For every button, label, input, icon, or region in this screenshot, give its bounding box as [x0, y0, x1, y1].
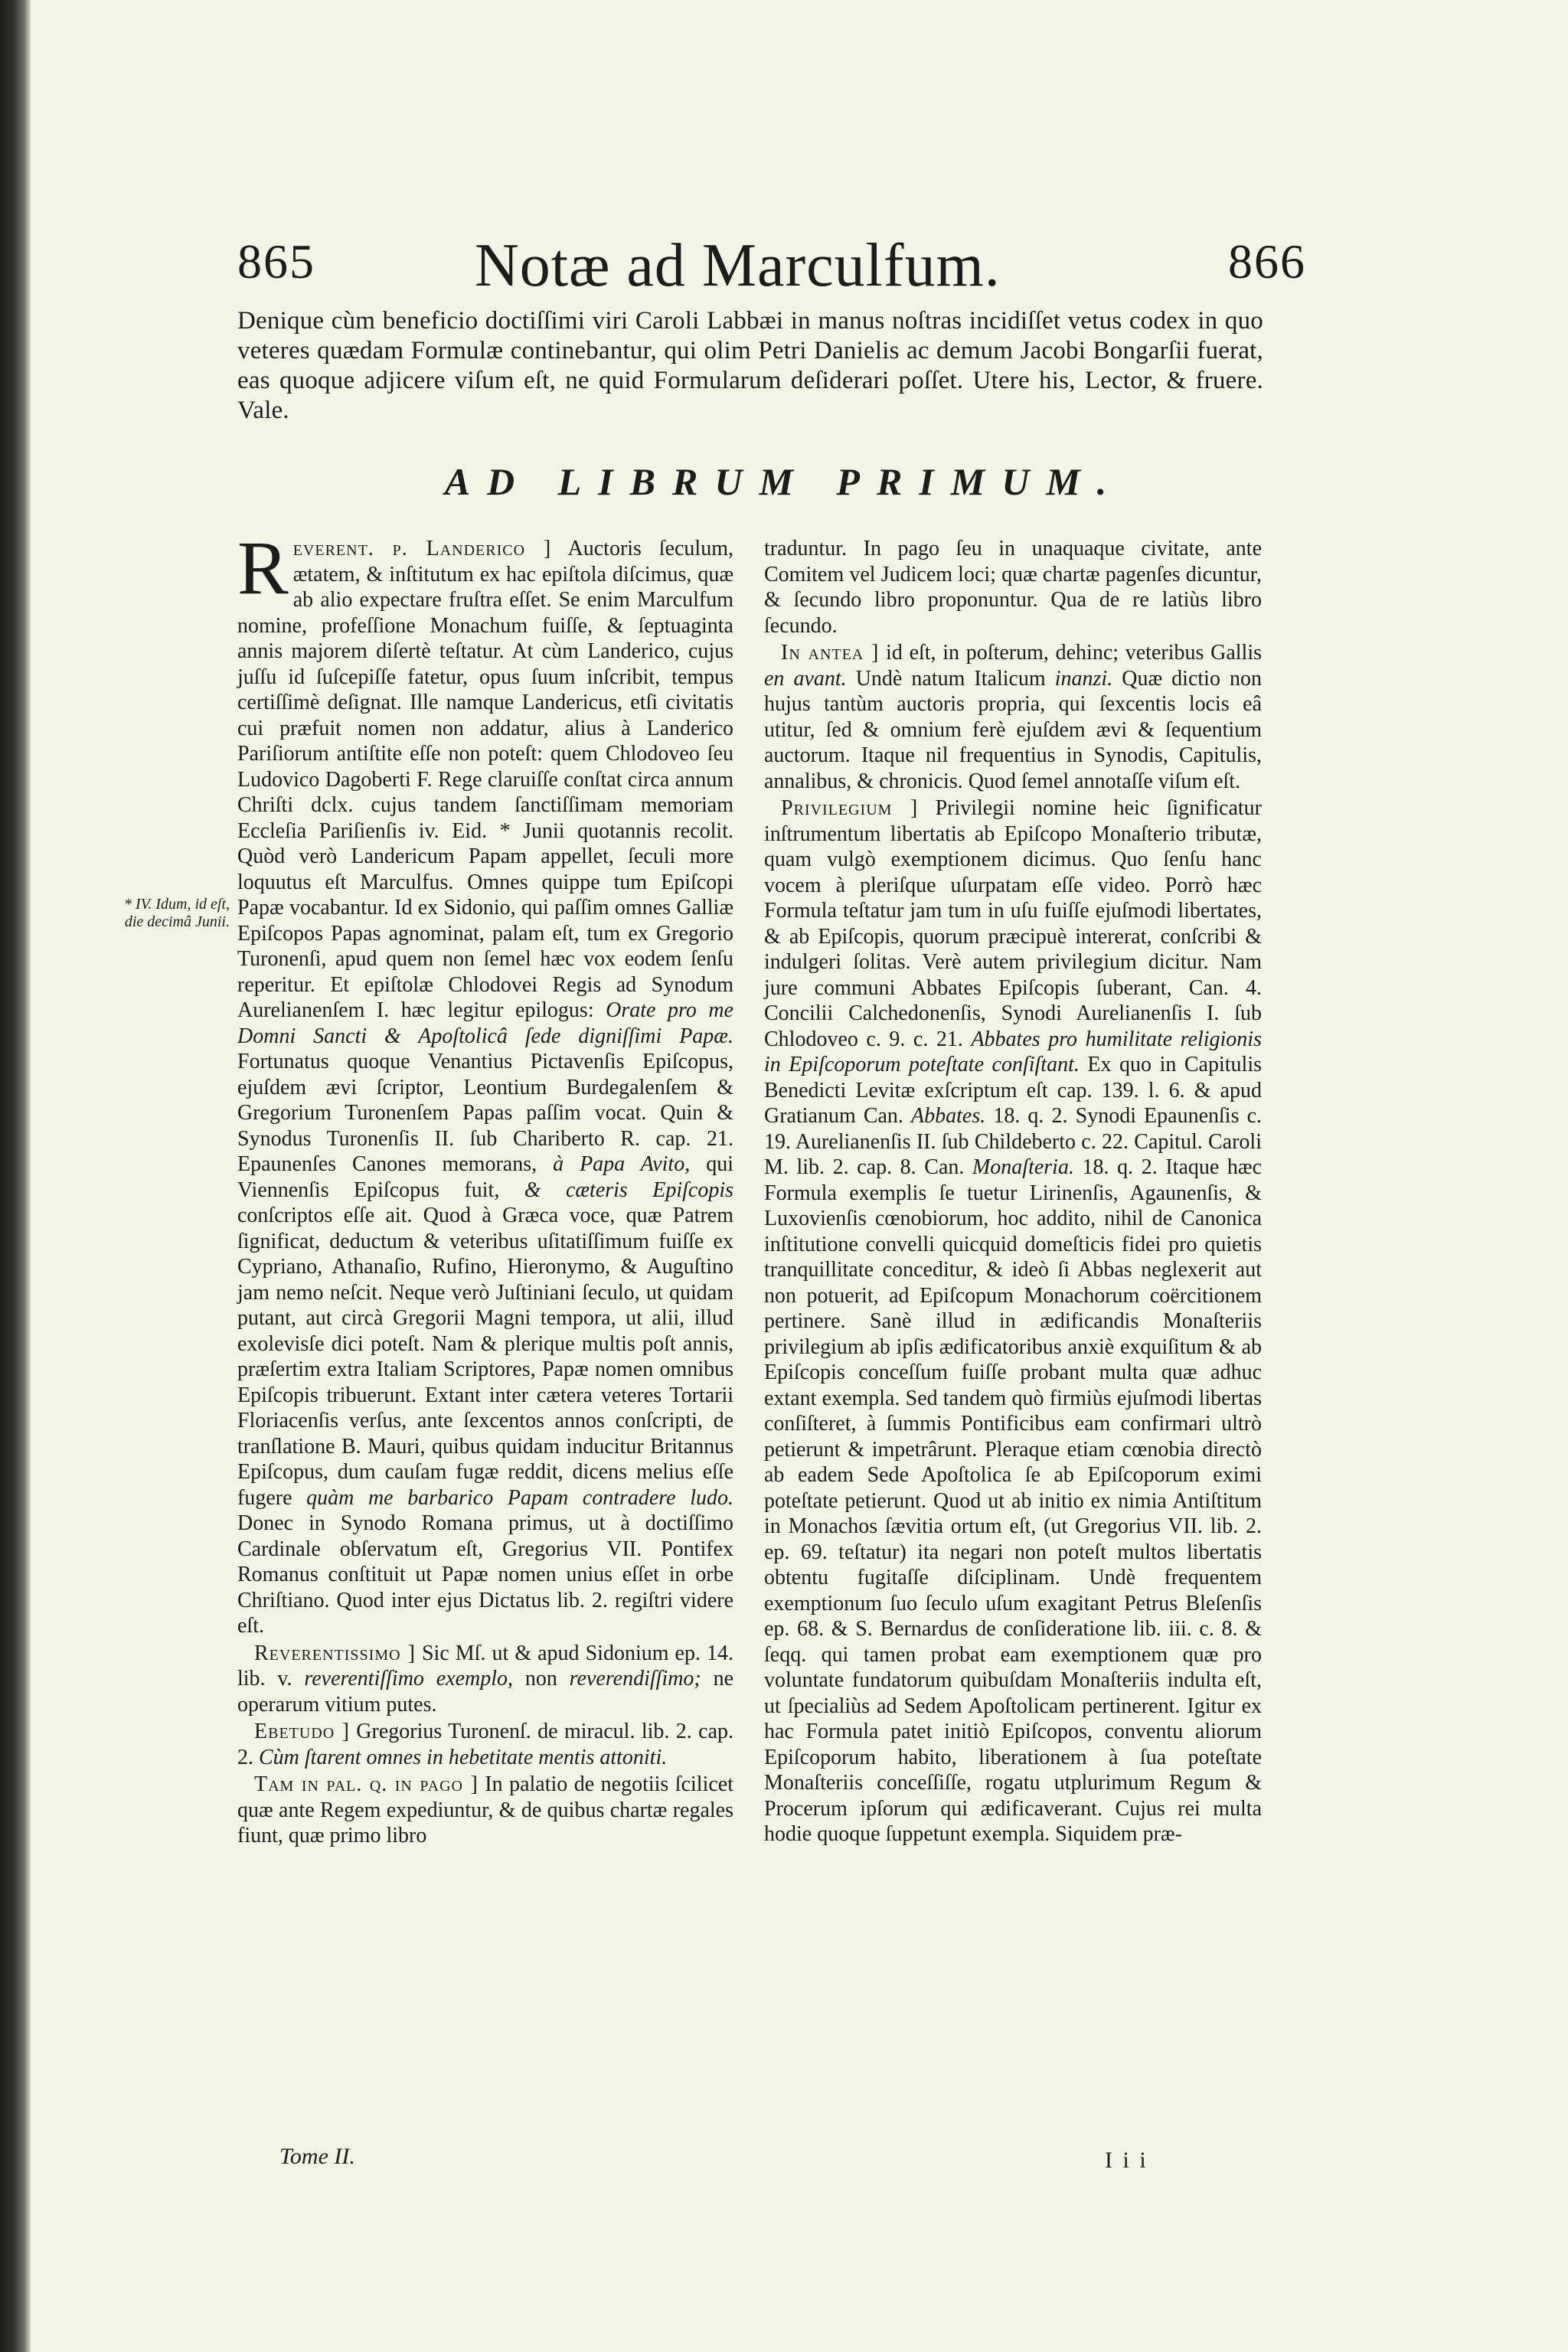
quotation: inanzi.: [1054, 666, 1113, 691]
note-text: Quæ dictio non hujus tantùm auctoris propria, qui ſexcentis locis eâ utitur, ſed & omnium ferè ejuſdem ævi & ſequentium auctorum. Itaque nil frequentius in Synodis, Capitulis, annalibus, & chronicis. Quod ſemel annotaſſe viſum eſt.: [764, 666, 1262, 793]
page-binding-edge: [0, 0, 31, 2352]
note-text: non: [513, 1667, 570, 1690]
note-privilegium: [764, 795, 1262, 1847]
note-in-antea: [764, 640, 1262, 794]
volume-label: Tome II.: [279, 2144, 355, 2169]
lemma: everent. p. Landerico ]: [292, 537, 552, 560]
note-ebetudo: [237, 1719, 733, 1770]
note-text: conſcriptos eſſe ait. Quod à Græca voce, quæ Patrem ſignificat, deductum & veteribus uſitatiſſimum fuiſſe ex Cypriano, Athanaſio, Rufino, Hieronymo, & Auguſtino jam nemo neſcit. Neque verò Juſtiniani ſeculo, ut quidam putant, aut circà Gregorii Magni tempora, ut alii, illud exolevisſe dici poteſt. Nam & plerique multis poſt annis, præſertim extra Italiam Scriptores, Papæ nomen omnibus Epiſcopis tribuerunt. Extant inter cætera veteres Tortarii Floriacenſis verſus, ante ſexcentos annos conſcripti, de tranſlatione B. Mauri, quibus quidam inducitur Britannus Epiſcopus, dum cauſam fugæ reddit, dicens melius eſſe fugere: [237, 1204, 733, 1510]
lemma: Tam in pal. q. in pago ]: [254, 1772, 479, 1796]
quotation: Monaſteria.: [972, 1155, 1074, 1179]
note-text: ne operarum vitium putes.: [237, 1667, 734, 1717]
note-text: Auctoris ſeculum, ætatem, & inſtitutum ex hac epiſtola diſcimus, quæ ab alio expectare fruſtra eſſet. Se enim Marculfum nomine, profeſſione Monachum fuiſſe, & ſeptuaginta annis majorem diſertè teſtatur. At cùm Landerico, cujus juſſu id ſuſcepiſſe fatetur, opus ſuum inſcribit, tempus certiſſimè deſignat. Ille namque Landericus, etſi civitatis cui præfuit nomen non addatur, alius à Landerico Pariſiorum antiſtite eſſe non poteſt: quem Chlodoveo ſeu Ludovico Dagoberti F. Rege claruiſſe conſtat circa annum Chriſti dclx. cujus tandem ſanctiſſimam memoriam Eccleſia Pariſienſis iv. Eid. * Junii quotannis recolit. Quòd verò Landericum Papam appellet, ſeculi more loquutus eſt Marculfus. Omnes quippe tum Epiſcopi Papæ vocabantur. Id ex Sidonio, qui paſſim omnes Galliæ Epiſcopos Papas agnominat, palam eſt, tum ex Gregorio Turonenſi, apud quem non ſemel hæc vox eodem ſenſu reperitur. Et epiſtolæ Chlodovei Regis ad Synodum Aurelianenſem I. hæc legitur epilogus:: [237, 537, 733, 1022]
note-reverent: [237, 525, 734, 1639]
lemma: Ebetudo ]: [254, 1720, 350, 1743]
margin-note: * IV. Idum, id eſt, die decimâ Junii.: [124, 896, 230, 930]
quotation: à Papa Avito,: [553, 1152, 691, 1176]
lemma: Privilegium ]: [781, 796, 919, 820]
lemma: In antea ]: [781, 641, 880, 665]
quotation: Abbates pro humilitate religionis in Epiſcoporum poteſtate conſiſtant.: [764, 1027, 1262, 1076]
note-reverentissimo: [237, 1641, 733, 1718]
quotation: Cùm ſtarent omnes in hebetitate mentis attoniti.: [259, 1745, 668, 1769]
note-text: Sic Mſ. ut & apud Sidonium ep. 14. lib. v.: [237, 1641, 734, 1690]
note-text: In palatio de negotiis ſcilicet quæ ante Regem expediuntur, & de quibus chartæ regales fiunt, quæ primo libro: [237, 1772, 733, 1847]
quotation: & cæteris Epiſcopis: [524, 1178, 734, 1202]
note-text: Fortunatus quoque Venantius Pictavenſis Epiſcopus, ejuſdem ævi ſcriptor, Leontium Burdegalenſem & Gregorium Turonenſem Papas paſſim vocat. Quin & Synodus Turonenſis II. ſub Chariberto R. cap. 21. Epaunenſes Canones memorans,: [237, 1050, 733, 1176]
quotation: quàm me barbarico Papam contradere ludo.: [306, 1485, 733, 1510]
preface-paragraph: Denique cùm beneficio doctiſſimi viri Caroli Labbæi in manus noſtras incidiſſet vetus codex in quo veteres quædam Formulæ continebantur, qui olim Petri Danielis ac demum Jacobi Bongarſii fuerat, eas quoque adjicere viſum eſt, ne quid Formularum deſiderari poſſet. Utere his, Lector, & fruere. Vale.: [237, 307, 1263, 424]
section-heading: AD LIBRUM PRIMUM.: [444, 460, 1124, 503]
signature-mark: I i i: [1105, 2148, 1148, 2173]
note-tam-in-pal: [237, 1772, 733, 1849]
note-text: Donec in Synodo Romana primus, ut à doctiſſimo Cardinale obſervatum eſt, Gregorius VII. Pontifex Romanus conſtituit ut Papæ nomen unius eſſet in orbe Chriſtiano. Quod inter ejus Dictatus lib. 2. regiſtri videre eſt.: [237, 1511, 733, 1638]
page-number-left: 865: [237, 234, 315, 289]
note-text: id eſt, in poſterum, dehinc; veteribus Gallis: [879, 641, 1262, 665]
note-text: Gregorius Turonenſ. de miracul. lib. 2. cap. 2.: [237, 1720, 733, 1769]
note-continuation: traduntur. In pago ſeu in unaquaque civitate, ante Comitem vel Judicem loci; quæ chartæ pagenſes dicuntur, & ſecundo libro proponuntur. Qua de re latiùs libro ſecundo.: [764, 537, 1262, 638]
quotation: Abbates.: [911, 1104, 986, 1128]
quotation: reverendiſſimo;: [569, 1667, 701, 1690]
quotation: en avant.: [764, 666, 847, 691]
note-text: Privilegii nomine heic ſignificatur inſtrumentum libertatis ab Epiſcopo Monaſterio tributæ, quam vulgò exemptionem dicimus. Quo ſenſu hanc vocem à pleriſque uſurpatam eſſe video. Porrò hæc Formula teſtatur jam tum in uſu fuiſſe ejuſmodi libertates, & ab Epiſcopis, quorum præcipuè intererat, conſcribi & indulgeri ſolitas. Verè autem privilegium dicitur. Nam jure communi Abbates Epiſcopis ſuberant, Can. 4. Concilii Calchedonenſis, Synodi Aurelianenſis I. ſub Chlodoveo c. 9. c. 21.: [764, 796, 1263, 1051]
drop-cap: R: [237, 525, 289, 610]
note-text: qui Viennenſis Epiſcopus fuit,: [237, 1152, 733, 1202]
quotation: Orate pro me Domni Sancti & Apoſtolicâ ſede digniſſimi Papæ.: [237, 998, 733, 1048]
quotation: reverentiſſimo exemplo,: [304, 1667, 514, 1690]
note-text: 18. q. 2. Itaque hæc Formula exemplis ſe tuetur Lirinenſis, Agaunenſis, & Luxovienſis cœnobiorum, hoc addito, nihil de Canonica inſtitutione convelli quicquid domeſticis fidei pro quietis tranquillitate conceditur, & ideò ſi Abbas neglexerit aut non potuerit, ad Epiſcopum Monachorum coërcitionem pertinere. Sanè illud in ædificandis Monaſteriis privilegium ab ipſis ædificatoribus anxiè exquiſitum & ab Epiſcopis conceſſum fuiſſe probant multa quæ adhuc extant exempla. Sed tandem quò firmiùs ejuſmodi libertas conſiſteret, à ſummis Pontificibus eam confirmari ultrò petierunt & impetrârunt. Pleraque etiam cœnobia directò ab eadem Sede Apoſtolica ſe ab Epiſcoporum eximi poteſtate petierunt. Quod ut ab initio ex nimia Antiſtitum in Monachos ſævitia ortum eſt, (ut Gregorius VII. lib. 2. ep. 69. teſtatur) ita negari non poteſt multos libertatis obtentu fugitaſſe diſciplinam. Undè frequentem exemptionum ſuo ſeculo uſum exagitant Petrus Bleſenſis ep. 68. & S. Bernardus de conſideratione lib. iii. c. 8. & ſeqq. qui tamen probat eam exemptionem quæ pro voluntate fundatorum quibuſdam Monaſteriis indulta eſt, ut ſpecialiùs ad Sedem Apoſtolicam pertinerent. Igitur ex hac Formula patet initiò Epiſcopos, conventu aliorum Epiſcoporum habito, liberationem à ſua poteſtate Monaſteriis conceſſiſſe, rogatu utplurimum Regum & Procerum ipſorum qui ædificaverant. Cujus rei multa hodie quoque ſuppetunt exempla. Siquidem præ-: [764, 1155, 1262, 1846]
note-text: Undè natum Italicum: [846, 666, 1055, 691]
note-text: 18. q. 2. Synodi Epaunenſis c. 19. Aurelianenſis II. ſub Childeberto c. 22. Capitul. Caroli M. lib. 2. cap. 8. Can.: [764, 1104, 1262, 1179]
right-column: [764, 536, 1262, 1849]
page-number-right: 866: [1228, 234, 1306, 289]
running-title: Notæ ad Marculfum.: [475, 232, 1001, 299]
lemma: Reverentissimo ]: [254, 1641, 416, 1665]
left-column: [237, 525, 734, 1851]
note-text: Ex quo in Capitulis Benedicti Levitæ exſcriptum eſt cap. 139. l. 6. & apud Gratianum Can.: [764, 1053, 1262, 1128]
